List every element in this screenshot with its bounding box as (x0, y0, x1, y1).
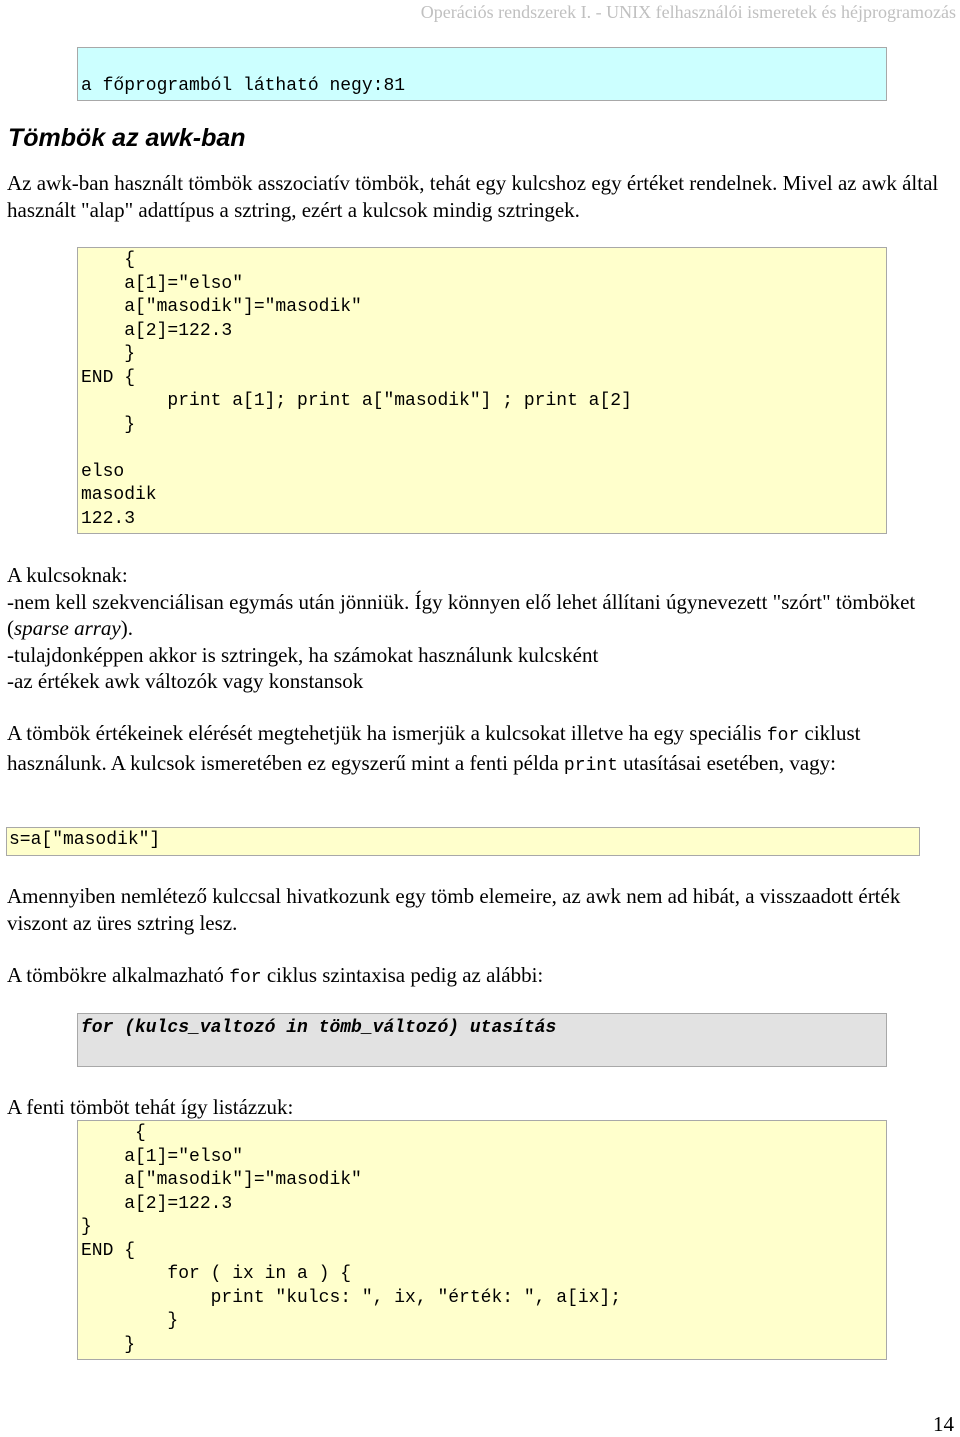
for-syntax-paragraph: A tömbökre alkalmazható for ciklus szintaxisa pedig az alábbi: (7, 963, 544, 988)
sparse-array-term: sparse array (14, 616, 121, 640)
inline-code-for-2: for (229, 968, 262, 988)
code-block-listing (77, 1120, 887, 1360)
output-box (77, 47, 887, 101)
intro-paragraph: Az awk-ban használt tömbök asszociatív tömbök, tehát egy kulcshoz egy értéket rendelnek. Mivel az awk által használt "alap" adattípus a sztring, ezért a kulcsok mindig sztringek. (7, 171, 939, 222)
code-block-example (77, 247, 887, 534)
syntax-box (77, 1013, 887, 1067)
page-number: 14 (933, 1412, 954, 1436)
section-title: Tömbök az awk-ban (8, 124, 246, 152)
keys-line-1: -nem kell szekvenciálisan egymás után jönniük. Így könnyen elő lehet állítani úgynevezett "szórt" tömböket (sparse array). (7, 589, 916, 640)
inline-code-for: for (766, 726, 800, 746)
code-access-text: s=a["masodik"] (9, 830, 161, 850)
code-listing-text: { a[1]="elso" a["masodik"]="masodik" a[2]=122.3 } END { for ( ix in a ) { print "kulcs: ", ix, "érték: ", a[ix]; } } (81, 1123, 622, 1355)
keys-heading: A kulcsoknak: (7, 563, 128, 587)
code-example-text: { a[1]="elso" a["masodik"]="masodik" a[2]=122.3 } END { print a[1]; print a["masodik"] ; print a[2] } elso masodik 122.3 (81, 250, 632, 529)
keys-line-3: -az értékek awk változók vagy konstansok (7, 669, 364, 693)
running-header: Operációs rendszerek I. - UNIX felhasználói ismeretek és héjprogramozás (420, 2, 956, 22)
for-syntax-code: for (kulcs_valtozó in tömb_változó) utasítás (81, 1018, 557, 1038)
access-paragraph: A tömbök értékeinek elérését megtehetjük ha ismerjük a kulcsokat illetve ha egy speciális for ciklust használunk. A kulcsok ismeretében ez egyszerű mint a fenti példa print utasításai esetében, vagy: (7, 721, 861, 776)
output-text: a főprogramból látható negy:81 (81, 76, 406, 96)
keys-line-2: -tulajdonképpen akkor is sztringek, ha számokat használunk kulcsként (7, 642, 599, 667)
nonexistent-key-paragraph: Amennyiben nemlétező kulccsal hivatkozunk egy tömb elemeire, az awk nem ad hibát, a visszaadott érték viszont az üres sztring lesz. (7, 884, 901, 935)
keys-paragraph (7, 562, 957, 695)
list-intro: A fenti tömböt tehát így listázzuk: (7, 1095, 294, 1119)
inline-code-print: print (563, 755, 618, 776)
code-block-access (6, 827, 920, 856)
